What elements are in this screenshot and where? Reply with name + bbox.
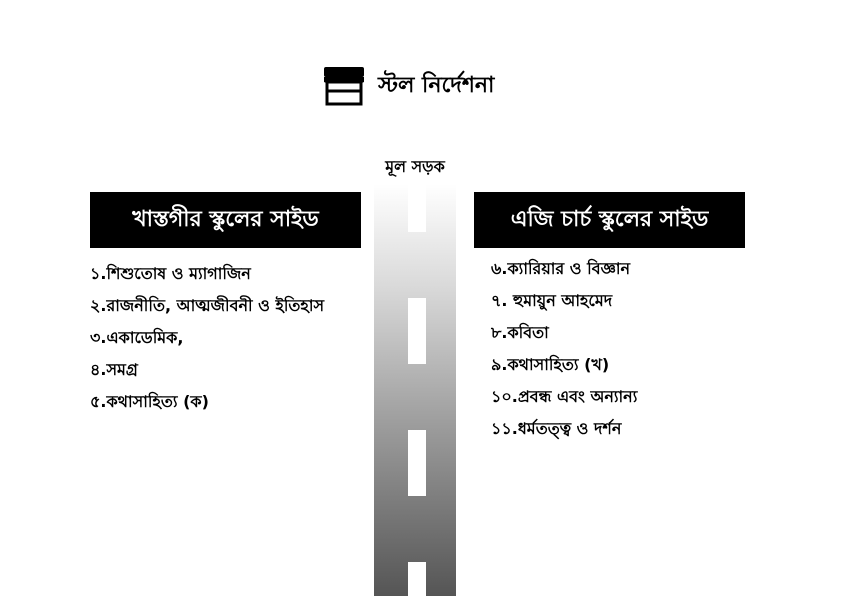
header [322,66,494,106]
list-item: ৬.ক্যারিয়ার ও বিজ্ঞান [491,259,631,278]
list-item: ৫.কথাসাহিত্য (ক) [90,392,209,411]
list-item: ৪.সমগ্র [90,360,138,379]
road-lane-dash [408,430,426,496]
main-road-label: মূল সড়ক [385,157,445,176]
road-lane-dash [408,562,426,596]
khastagir-side-stall-list [90,258,324,418]
market-stall-icon [322,66,366,106]
road-lane-dash [408,298,426,364]
ag-church-side-stall-list [491,253,637,445]
list-item: ২.রাজনীতি, আত্মজীবনী ও ইতিহাস [90,296,325,315]
list-item: ৭. হুমায়ুন আহমেদ [491,291,613,310]
road-lane-dash [408,184,426,232]
list-item: ৮.কবিতা [491,323,549,342]
ag-church-school-side-header: এজি চার্চ স্কুলের সাইড [474,192,745,248]
list-item: ১১.ধর্মতত্ত্ব ও দর্শন [491,419,622,438]
list-item: ১০.প্রবন্ধ এবং অন্যান্য [491,387,638,406]
list-item: ৯.কথাসাহিত্য (খ) [491,355,610,374]
list-item: ১.শিশুতোষ ও ম্যাগাজিন [90,264,251,283]
khastagir-school-side-header: খাস্তগীর স্কুলের সাইড [90,192,361,248]
list-item: ৩.একাডেমিক, [90,328,184,347]
main-road [374,184,456,596]
page-title: স্টল নির্দেশনা [378,72,495,98]
